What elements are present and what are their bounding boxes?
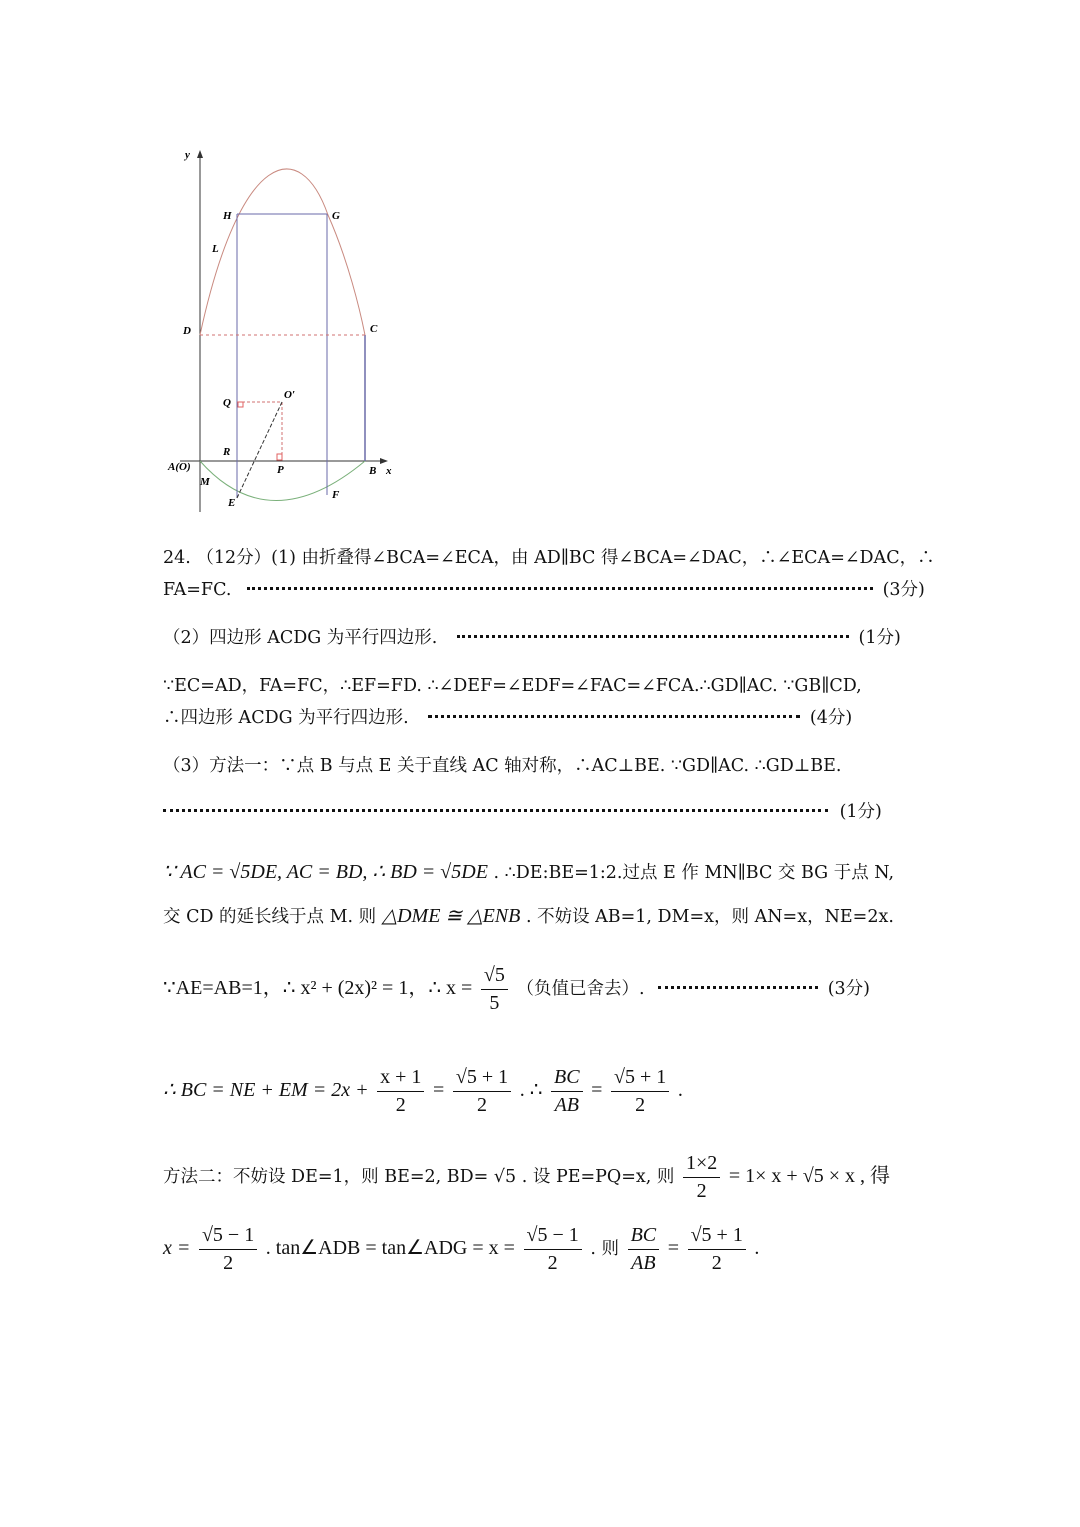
numerator: BC bbox=[551, 1064, 583, 1092]
denominator: 2 bbox=[395, 1094, 406, 1116]
solution-line-12 bbox=[163, 1150, 890, 1205]
negative-discarded: （负值已舍去）. bbox=[516, 979, 645, 999]
label-A-O: A(O) bbox=[168, 461, 191, 473]
fraction-root5-minus-1 bbox=[199, 1222, 257, 1277]
denominator: AB bbox=[631, 1252, 656, 1274]
label-x: x bbox=[386, 465, 392, 477]
numerator: √5 + 1 bbox=[688, 1222, 746, 1250]
area-equation: = 1× x + √5 × x , 得 bbox=[728, 1165, 890, 1187]
numerator: √5 − 1 bbox=[524, 1222, 582, 1250]
fraction-bc-ab-2 bbox=[628, 1222, 660, 1277]
solution-line-11: ∴ BC = NE + EM = 2x + $\frac{x + 1}{2}$ = $\frac{√5 + 1}{2}$ . ∴ $\frac{BC}{AB}$ = $\frac{√5 + 1}{2}$ . bbox=[163, 1064, 683, 1119]
x-equals: x = bbox=[163, 1237, 191, 1259]
solution-line-6 bbox=[163, 756, 841, 777]
equation-ac-bd: ∵ AC = √5DE, AC = BD, ∴ BD = √5DE bbox=[163, 861, 488, 883]
label-C: C bbox=[370, 323, 378, 335]
label-Q: Q bbox=[223, 397, 231, 409]
label-H: H bbox=[223, 210, 232, 222]
y-axis-arrow bbox=[197, 150, 203, 158]
assumption-text: . 不妨设 AB=1, DM=x，则 AN=x，NE=2x. bbox=[525, 907, 894, 927]
label-L: L bbox=[212, 243, 219, 255]
label-F: F bbox=[332, 489, 340, 501]
solution-line-7 bbox=[163, 802, 882, 823]
equation-bc: ∴ BC = NE + EM = 2x + bbox=[163, 1079, 369, 1101]
denominator: 2 bbox=[547, 1252, 558, 1274]
denominator: 2 bbox=[696, 1180, 707, 1202]
numerator: √5 + 1 bbox=[611, 1064, 669, 1092]
numerator: BC bbox=[628, 1222, 660, 1250]
score-1: (1分) bbox=[858, 628, 901, 648]
score-1b: (1分) bbox=[839, 802, 882, 822]
therefore: . ∴ bbox=[519, 1079, 543, 1101]
dot-leader bbox=[457, 635, 849, 638]
denominator: 5 bbox=[489, 992, 500, 1014]
part1-conclusion: FA=FC. bbox=[163, 580, 232, 600]
ratio-text: . ∴DE:BE=1:2.过点 E 作 MN∥BC 交 BG 于点 N, bbox=[493, 863, 895, 883]
label-P: P bbox=[277, 464, 284, 476]
fraction-x-plus-1 bbox=[377, 1064, 424, 1119]
solution-line-13: x = $\frac{√5 - 1}{2}$ . tan∠ADB = tan∠ADG = x = $\frac{√5 - 1}{2}$ . 则 $\frac{BC}{AB}$ = $\frac{√5 + 1}{2}$ . bbox=[163, 1222, 759, 1277]
numerator: 1×2 bbox=[683, 1150, 720, 1178]
dot-leader bbox=[658, 986, 818, 989]
dot-leader bbox=[428, 715, 800, 718]
solution-line-5 bbox=[163, 708, 852, 729]
then-text: . 则 bbox=[590, 1239, 619, 1259]
label-E: E bbox=[228, 497, 236, 509]
fraction-bc-ab bbox=[551, 1064, 583, 1119]
right-angle-marker-p bbox=[277, 454, 282, 460]
part1-text: 24. （12分）(1) 由折叠得∠BCA=∠ECA，由 AD∥BC 得∠BCA=∠DAC，∴∠ECA=∠DAC，∴ bbox=[163, 548, 935, 568]
score-4: (4分) bbox=[809, 708, 853, 728]
dot-leader bbox=[163, 809, 828, 812]
label-O-prime: O′ bbox=[284, 389, 296, 401]
denominator: 2 bbox=[635, 1094, 646, 1116]
solution-line-10 bbox=[163, 962, 870, 1017]
solution-line-9 bbox=[163, 904, 894, 928]
label-R: R bbox=[223, 446, 231, 458]
equation-x: ∵AE=AB=1，∴ x² + (2x)² = 1，∴ x = bbox=[163, 977, 473, 999]
label-G: G bbox=[332, 210, 340, 222]
fraction-result-2 bbox=[688, 1222, 746, 1277]
fraction-1x2-over-2 bbox=[683, 1150, 720, 1205]
denominator: AB bbox=[554, 1094, 580, 1116]
congruence: △DME ≅ △ENB bbox=[381, 905, 521, 927]
method2-intro: 方法二：不妨设 DE=1，则 BE=2, BD= √5 . 设 PE=PQ=x, 则 bbox=[163, 1167, 675, 1187]
tan-equation: . tan∠ADB = tan∠ADG = x = bbox=[265, 1237, 515, 1259]
denominator: 2 bbox=[223, 1252, 234, 1274]
numerator: √5 bbox=[481, 962, 508, 990]
solution-line-1 bbox=[163, 548, 935, 569]
part2-proof: ∵EC=AD，FA=FC，∴EF=FD. ∴∠DEF=∠EDF=∠FAC=∠FCA.∴GD∥AC. ∵GB∥CD, bbox=[163, 676, 862, 696]
numerator: √5 + 1 bbox=[453, 1064, 511, 1092]
score-3b: (3分) bbox=[827, 979, 870, 999]
part3-method1-intro: （3）方法一：∵点 B 与点 E 关于直线 AC 轴对称，∴AC⊥BE. ∵GD∥AC. ∴GD⊥BE. bbox=[163, 756, 842, 776]
part2-claim: （2）四边形 ACDG 为平行四边形. bbox=[163, 628, 438, 648]
label-B: B bbox=[369, 465, 377, 477]
right-angle-marker-q bbox=[238, 402, 243, 407]
label-M: M bbox=[200, 476, 210, 488]
label-y: y bbox=[185, 149, 190, 161]
label-D: D bbox=[183, 325, 191, 337]
numerator: √5 − 1 bbox=[199, 1222, 257, 1250]
extension-text: 交 CD 的延长线于点 M. 则 bbox=[163, 907, 377, 927]
dot-leader bbox=[247, 587, 873, 590]
numerator: x + 1 bbox=[377, 1064, 424, 1092]
score-3: (3分) bbox=[882, 580, 925, 600]
part2-conclusion: ∴四边形 ACDG 为平行四边形. bbox=[163, 708, 409, 728]
segment-OE-dashed bbox=[237, 402, 282, 498]
solution-line-4 bbox=[163, 676, 862, 697]
fraction-root5-over-5 bbox=[481, 962, 508, 1017]
solution-line-2 bbox=[163, 580, 925, 601]
solution-line-8 bbox=[163, 860, 894, 884]
denominator: 2 bbox=[477, 1094, 487, 1116]
fraction-root5-plus-1 bbox=[453, 1064, 511, 1119]
fraction-result bbox=[611, 1064, 669, 1119]
solution-line-3 bbox=[163, 628, 901, 649]
parabola-curve bbox=[200, 169, 365, 335]
x-axis-arrow bbox=[380, 458, 388, 464]
geometry-figure bbox=[160, 140, 410, 520]
denominator: 2 bbox=[711, 1252, 722, 1274]
fraction-root5-minus-1-b bbox=[524, 1222, 582, 1277]
